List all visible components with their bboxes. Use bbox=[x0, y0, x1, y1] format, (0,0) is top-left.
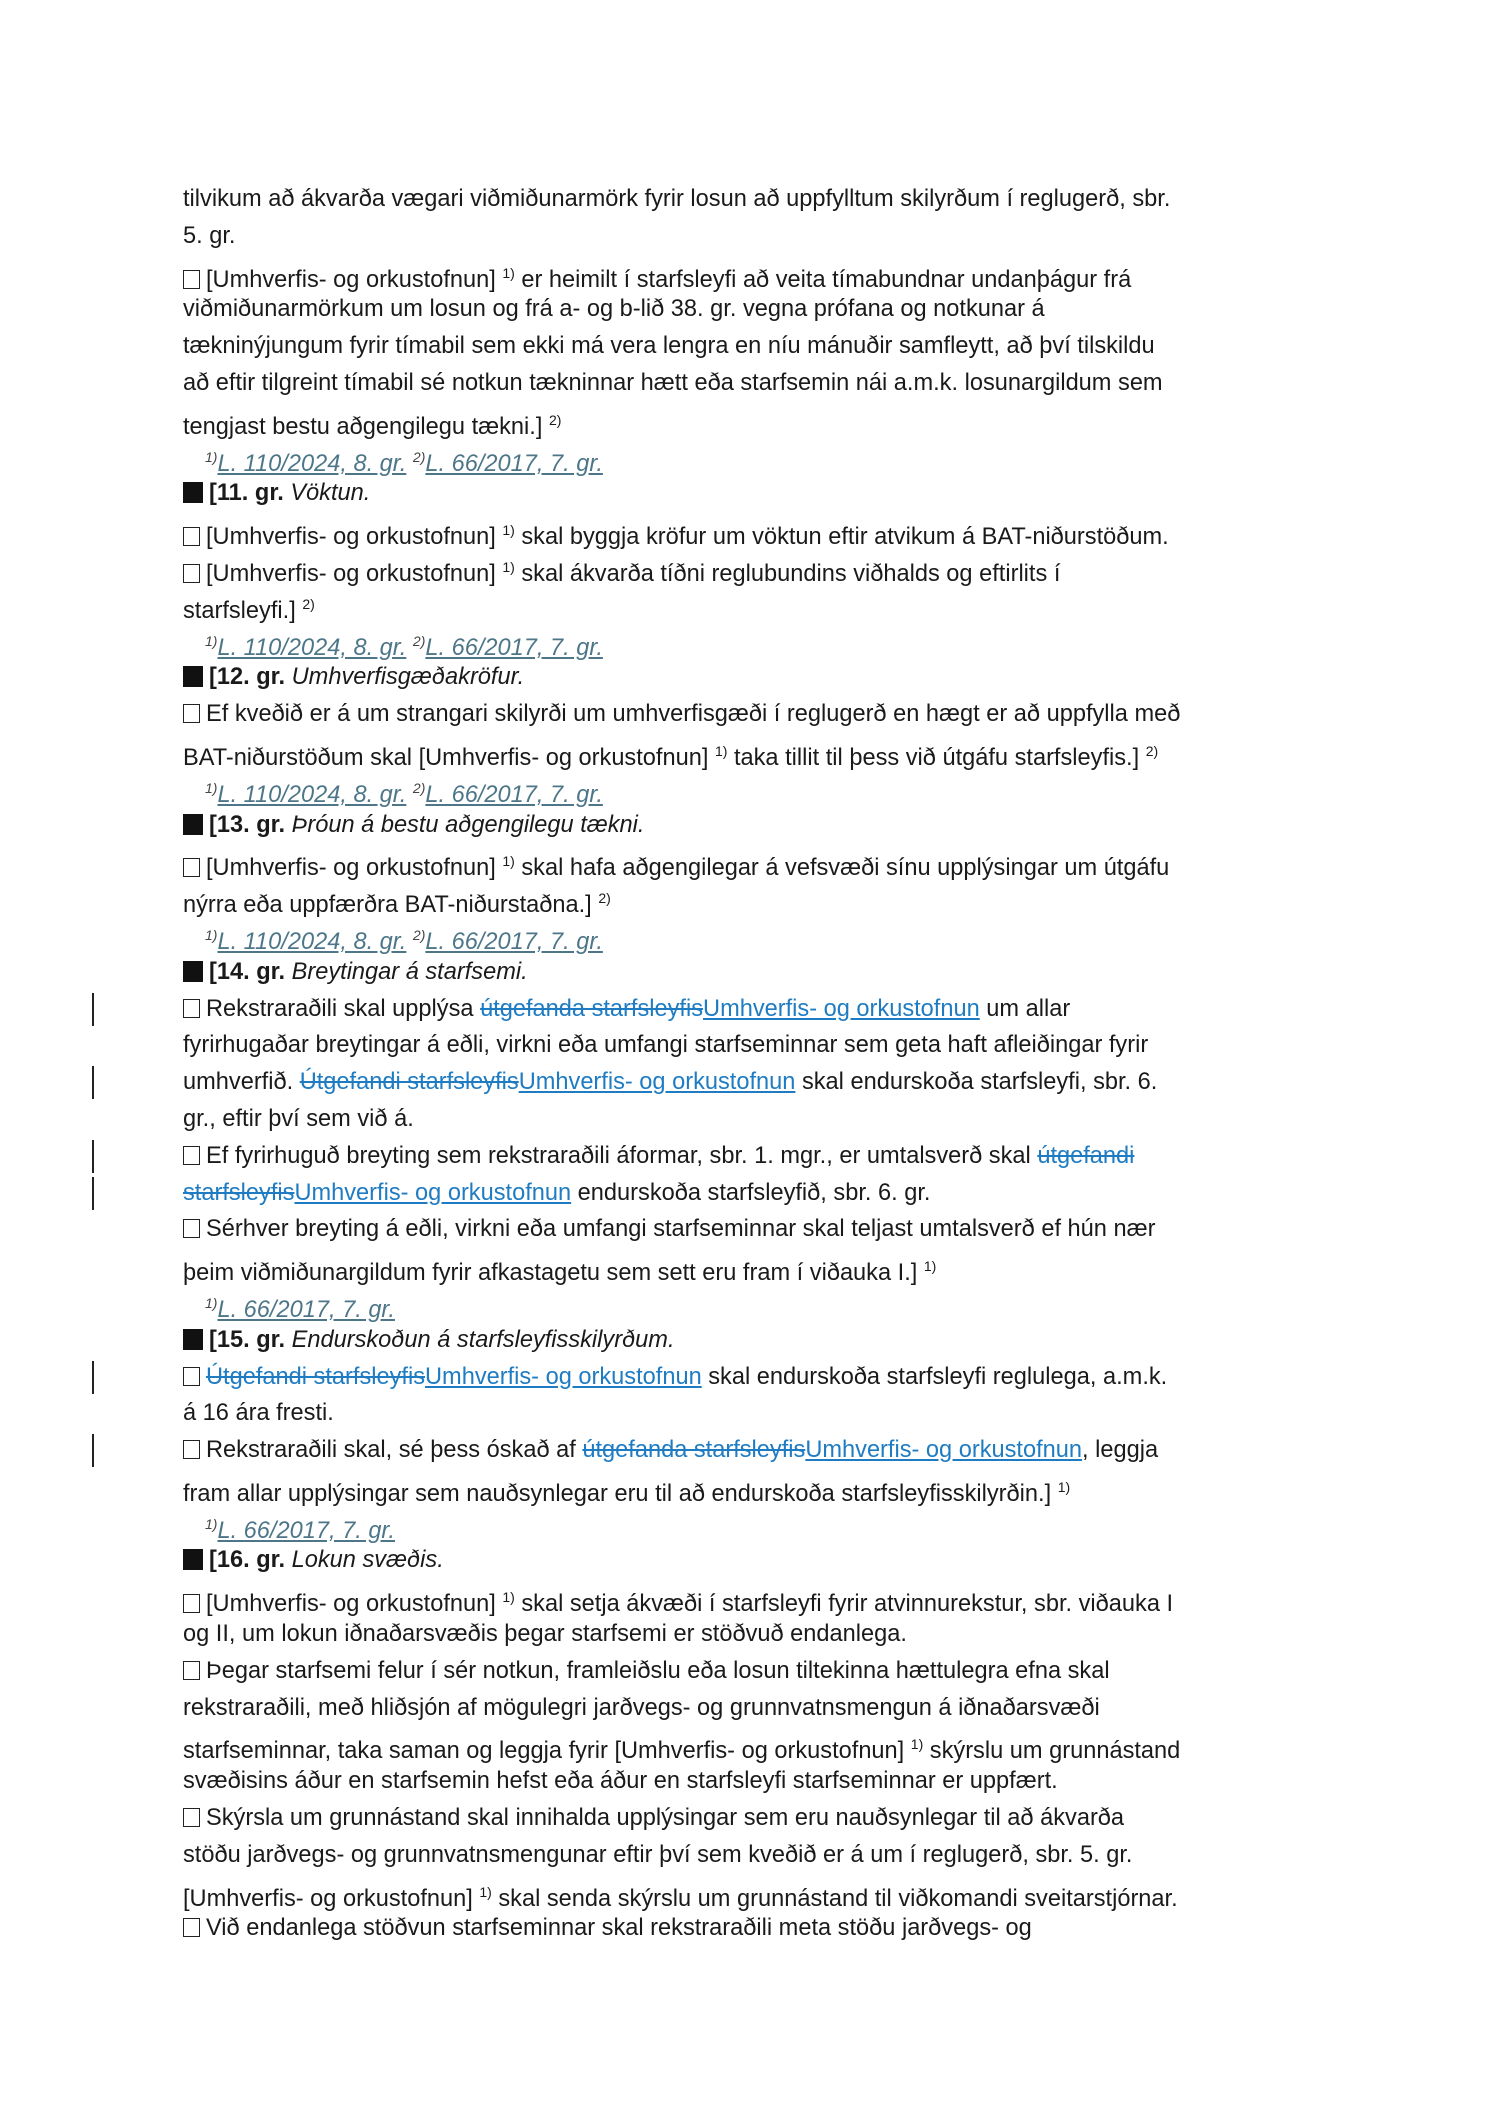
article-number: [16. gr. bbox=[209, 1547, 292, 1574]
deleted-text: útgefanda starfsleyfis bbox=[582, 1437, 806, 1464]
text: fram allar upplýsingar sem nauðsynlegar eru til að endurskoða starfsleyfisskilyrðin.] bbox=[183, 1480, 1058, 1507]
change-bar bbox=[92, 1066, 94, 1099]
text-line bbox=[183, 365, 1333, 402]
article-square-icon bbox=[183, 1329, 203, 1350]
text: starfsleyfi.] bbox=[183, 597, 303, 624]
reference-line bbox=[183, 1506, 1333, 1543]
text: starfseminnar, taka saman og leggja fyrir [Umhverfis- og orkustofnun] bbox=[183, 1738, 911, 1765]
footnote-marker: 1) bbox=[502, 522, 515, 539]
text: tækninýjungum fyrir tímabil sem ekki má vera lengra en níu mánuðir samfleytt, að því tilskildu bbox=[183, 333, 1155, 360]
text: , leggja bbox=[1082, 1437, 1159, 1464]
reference-marker: 2) bbox=[412, 632, 426, 649]
text: BAT-niðurstöðum skal [Umhverfis- og orkustofnun] bbox=[183, 744, 715, 771]
article-square-icon bbox=[183, 482, 203, 503]
reference-link[interactable]: L. 66/2017, 7. gr. bbox=[217, 1296, 395, 1323]
text-line bbox=[183, 1064, 1333, 1101]
text: Við endanlega stöðvun starfseminnar skal rekstraraðili meta stöðu jarðvegs- og bbox=[206, 1915, 1032, 1942]
reference-link[interactable]: L. 66/2017, 7. gr. bbox=[217, 1517, 395, 1544]
reference-line bbox=[183, 770, 1333, 807]
text-line bbox=[183, 880, 1333, 917]
inserted-text: Umhverfis- og orkustofnun bbox=[805, 1437, 1083, 1464]
text-line bbox=[183, 1874, 1333, 1911]
paragraph-square-icon bbox=[183, 999, 200, 1018]
paragraph-square-icon bbox=[183, 1661, 200, 1680]
reference-link[interactable]: L. 66/2017, 7. gr. bbox=[425, 781, 603, 808]
article-title: Breytingar á starfsemi. bbox=[291, 958, 528, 985]
text: skal endurskoða starfsleyfi, sbr. 6. bbox=[795, 1069, 1158, 1096]
article-number: [15. gr. bbox=[209, 1326, 292, 1353]
document-page bbox=[183, 181, 1333, 1947]
footnote-marker: 1) bbox=[910, 1736, 924, 1753]
text-line bbox=[183, 1432, 1333, 1469]
text-line bbox=[183, 659, 1333, 696]
deleted-text: útgefandi bbox=[1037, 1142, 1135, 1169]
text-line bbox=[183, 843, 1333, 880]
footnote-marker: 1) bbox=[502, 264, 515, 281]
paragraph-square-icon bbox=[183, 1367, 200, 1386]
article-number: [11. gr. bbox=[209, 480, 291, 507]
footnote-marker: 1) bbox=[479, 1883, 492, 1900]
reference-marker: 1) bbox=[205, 632, 218, 649]
text-line bbox=[183, 586, 1333, 623]
article-title: Þróun á bestu aðgengilegu tækni. bbox=[291, 811, 645, 838]
text: skal hafa aðgengilegar á vefsvæði sínu upplýsingar um útgáfu bbox=[514, 855, 1170, 882]
reference-marker: 1) bbox=[205, 1294, 218, 1311]
article-number: [14. gr. bbox=[209, 958, 292, 985]
text-line bbox=[183, 1248, 1333, 1285]
text: að eftir tilgreint tímabil sé notkun tækninnar hætt eða starfsemin nái a.m.k. losunargildum sem bbox=[183, 369, 1163, 396]
reference-line bbox=[183, 917, 1333, 954]
text: viðmiðunarmörkum um losun og frá a- og b-lið 38. gr. vegna prófana og notkunar á bbox=[183, 296, 1045, 323]
reference-line bbox=[183, 1285, 1333, 1322]
text: gr., eftir því sem við á. bbox=[183, 1105, 414, 1132]
reference-link[interactable]: L. 110/2024, 8. gr. bbox=[217, 928, 407, 955]
article-title: Vöktun. bbox=[290, 480, 371, 507]
text-line bbox=[183, 954, 1333, 991]
footnote-marker: 1) bbox=[1057, 1478, 1071, 1495]
footnote-marker: 2) bbox=[302, 595, 315, 612]
text: Rekstraraðili skal, sé þess óskað af bbox=[206, 1437, 583, 1464]
text: tilvikum að ákvarða vægari viðmiðunarmörk fyrir losun að uppfylltum skilyrðum í reglugerð, sbr. bbox=[183, 186, 1171, 212]
text-line bbox=[183, 1322, 1333, 1359]
footnote-marker: 2) bbox=[598, 890, 611, 907]
reference-link[interactable]: L. 110/2024, 8. gr. bbox=[217, 450, 407, 477]
text-line bbox=[183, 1837, 1333, 1874]
article-square-icon bbox=[183, 666, 203, 687]
deleted-text: útgefanda starfsleyfis bbox=[480, 995, 704, 1022]
article-square-icon bbox=[183, 1549, 203, 1570]
text-line bbox=[183, 549, 1333, 586]
paragraph-square-icon bbox=[183, 270, 200, 289]
text-line bbox=[183, 1910, 1333, 1947]
paragraph-square-icon bbox=[183, 1594, 200, 1613]
text: skýrslu um grunnástand bbox=[923, 1738, 1181, 1765]
reference-marker: 1) bbox=[205, 779, 218, 796]
text-line bbox=[183, 1175, 1333, 1212]
paragraph-square-icon bbox=[183, 1918, 200, 1937]
text-line bbox=[183, 1395, 1333, 1432]
text: svæðisins áður en starfsemin hefst eða áður en starfsleyfi starfseminnar er uppfært. bbox=[183, 1768, 1058, 1795]
text-line bbox=[183, 1101, 1333, 1138]
change-bar bbox=[92, 1140, 94, 1173]
text: endurskoða starfsleyfið, sbr. 6. gr. bbox=[571, 1179, 931, 1206]
text: skal byggja kröfur um vöktun eftir atvikum á BAT-niðurstöðum. bbox=[514, 524, 1169, 551]
paragraph-square-icon bbox=[183, 1808, 200, 1827]
footnote-marker: 1) bbox=[714, 742, 728, 759]
article-number: [13. gr. bbox=[209, 811, 292, 838]
text: stöðu jarðvegs- og grunnvatnsmengunar eftir því sem kveðið er á um í reglugerð, sbr. 5. gr. bbox=[183, 1841, 1133, 1868]
inserted-text: Umhverfis- og orkustofnun bbox=[703, 995, 980, 1022]
text-line bbox=[183, 1690, 1333, 1727]
paragraph-square-icon bbox=[183, 527, 200, 546]
article-number: [12. gr. bbox=[209, 664, 292, 691]
change-bar bbox=[92, 1361, 94, 1394]
text-line bbox=[183, 991, 1333, 1028]
text-line bbox=[183, 733, 1333, 770]
reference-link[interactable]: L. 66/2017, 7. gr. bbox=[425, 450, 603, 477]
text-line bbox=[183, 475, 1333, 512]
text-line bbox=[183, 1653, 1333, 1690]
text-line bbox=[183, 696, 1333, 733]
reference-link[interactable]: L. 110/2024, 8. gr. bbox=[217, 781, 407, 808]
reference-link[interactable]: L. 110/2024, 8. gr. bbox=[217, 634, 407, 661]
reference-marker: 2) bbox=[412, 779, 426, 796]
text-line bbox=[183, 1579, 1333, 1616]
deleted-text: Útgefandi starfsleyfis bbox=[206, 1363, 425, 1390]
text: Ef fyrirhuguð breyting sem rekstraraðili áformar, sbr. 1. mgr., er umtalsverð skal bbox=[206, 1142, 1038, 1169]
text-line bbox=[183, 255, 1333, 292]
text-line bbox=[183, 1616, 1333, 1653]
text: umhverfið. bbox=[183, 1069, 300, 1096]
footnote-marker: 1) bbox=[923, 1258, 937, 1275]
text: tengjast bestu aðgengilegu tækni.] bbox=[183, 413, 549, 440]
paragraph-square-icon bbox=[183, 704, 200, 723]
paragraph-square-icon bbox=[183, 1440, 200, 1459]
text: Þegar starfsemi felur í sér notkun, framleiðslu eða losun tiltekinna hættulegra efna skal bbox=[206, 1657, 1110, 1684]
reference-line bbox=[183, 623, 1333, 660]
text-line bbox=[183, 291, 1333, 328]
deleted-text: starfsleyfis bbox=[183, 1179, 295, 1206]
reference-link[interactable]: L. 66/2017, 7. gr. bbox=[425, 634, 603, 661]
text: [Umhverfis- og orkustofnun] bbox=[206, 1591, 503, 1618]
text: skal setja ákvæði í starfsleyfi fyrir atvinnurekstur, sbr. viðauka I bbox=[514, 1591, 1174, 1618]
footnote-marker: 2) bbox=[548, 411, 562, 428]
text: á 16 ára fresti. bbox=[183, 1400, 334, 1427]
text-line bbox=[183, 1359, 1333, 1396]
article-square-icon bbox=[183, 814, 203, 835]
article-title: Umhverfisgæðakröfur. bbox=[291, 664, 525, 691]
reference-marker: 1) bbox=[205, 448, 218, 465]
text: [Umhverfis- og orkustofnun] bbox=[206, 524, 503, 551]
text: taka tillit til þess við útgáfu starfsleyfis.] bbox=[727, 744, 1146, 771]
text: Skýrsla um grunnástand skal innihalda upplýsingar sem eru nauðsynlegar til að ákvarða bbox=[206, 1805, 1125, 1832]
text: nýrra eða uppfærðra BAT-niðurstaðna.] bbox=[183, 892, 599, 919]
article-title: Lokun svæðis. bbox=[291, 1547, 444, 1574]
inserted-text: Umhverfis- og orkustofnun bbox=[518, 1069, 796, 1096]
paragraph-square-icon bbox=[183, 1219, 200, 1238]
text: [Umhverfis- og orkustofnun] bbox=[183, 1885, 480, 1912]
text: rekstraraðili, með hliðsjón af mögulegri jarðvegs- og grunnvatnsmengun á iðnaðarsvæði bbox=[183, 1694, 1100, 1721]
text: og II, um lokun iðnaðarsvæðis þegar starfsemi er stöðvuð endanlega. bbox=[183, 1621, 907, 1648]
text: [Umhverfis- og orkustofnun] bbox=[206, 560, 503, 587]
reference-marker: 2) bbox=[412, 926, 426, 943]
paragraph-square-icon bbox=[183, 564, 200, 583]
paragraph-square-icon bbox=[183, 1146, 200, 1165]
text-line bbox=[183, 328, 1333, 365]
text-line bbox=[183, 1138, 1333, 1175]
text-line bbox=[183, 512, 1333, 549]
text: um allar bbox=[979, 995, 1071, 1022]
paragraph-square-icon bbox=[183, 858, 200, 877]
reference-line bbox=[183, 439, 1333, 476]
text: Ef kveðið er á um strangari skilyrði um umhverfisgæði í reglugerð en hægt er að uppfylla með bbox=[206, 701, 1181, 728]
text: skal endurskoða starfsleyfi reglulega, a.m.k. bbox=[701, 1363, 1168, 1390]
text-line bbox=[183, 218, 1333, 255]
article-title: Endurskoðun á starfsleyfisskilyrðum. bbox=[291, 1326, 675, 1353]
inserted-text: Umhverfis- og orkustofnun bbox=[294, 1179, 572, 1206]
text: [Umhverfis- og orkustofnun] bbox=[206, 266, 503, 293]
text-line bbox=[183, 1800, 1333, 1837]
change-bar bbox=[92, 993, 94, 1026]
text-line bbox=[183, 1726, 1333, 1763]
text: [Umhverfis- og orkustofnun] bbox=[206, 855, 503, 882]
reference-marker: 2) bbox=[412, 448, 426, 465]
text-line bbox=[183, 1542, 1333, 1579]
change-bar bbox=[92, 1177, 94, 1210]
text: skal ákvarða tíðni reglubundins viðhalds og eftirlits í bbox=[514, 560, 1061, 587]
text: Sérhver breyting á eðli, virkni eða umfangi starfseminnar skal teljast umtalsverð ef hún nær bbox=[206, 1216, 1156, 1243]
text-line bbox=[183, 181, 1333, 218]
text-line bbox=[183, 807, 1333, 844]
footnote-marker: 1) bbox=[502, 853, 515, 870]
text-line bbox=[183, 1211, 1333, 1248]
reference-marker: 1) bbox=[205, 926, 218, 943]
footnote-marker: 1) bbox=[502, 558, 515, 575]
reference-link[interactable]: L. 66/2017, 7. gr. bbox=[425, 928, 603, 955]
footnote-marker: 2) bbox=[1145, 742, 1159, 759]
footnote-marker: 1) bbox=[502, 1589, 515, 1606]
text-line bbox=[183, 1469, 1333, 1506]
text: 5. gr. bbox=[183, 222, 236, 249]
deleted-text: Útgefandi starfsleyfis bbox=[299, 1069, 519, 1096]
reference-marker: 1) bbox=[205, 1515, 218, 1532]
text-line bbox=[183, 1763, 1333, 1800]
text: er heimilt í starfsleyfi að veita tímabundnar undanþágur frá bbox=[514, 266, 1132, 293]
inserted-text: Umhverfis- og orkustofnun bbox=[425, 1363, 702, 1390]
text: skal senda skýrslu um grunnástand til viðkomandi sveitarstjórnar. bbox=[491, 1885, 1178, 1912]
text: Rekstraraðili skal upplýsa bbox=[206, 995, 481, 1022]
text: fyrirhugaðar breytingar á eðli, virkni eða umfangi starfseminnar sem geta haft afleiðingar fyrir bbox=[183, 1032, 1149, 1059]
article-square-icon bbox=[183, 961, 203, 982]
text-line bbox=[183, 1027, 1333, 1064]
text-line bbox=[183, 402, 1333, 439]
text: þeim viðmiðunargildum fyrir afkastagetu sem sett eru fram í viðauka I.] bbox=[183, 1260, 924, 1287]
change-bar bbox=[92, 1434, 94, 1467]
